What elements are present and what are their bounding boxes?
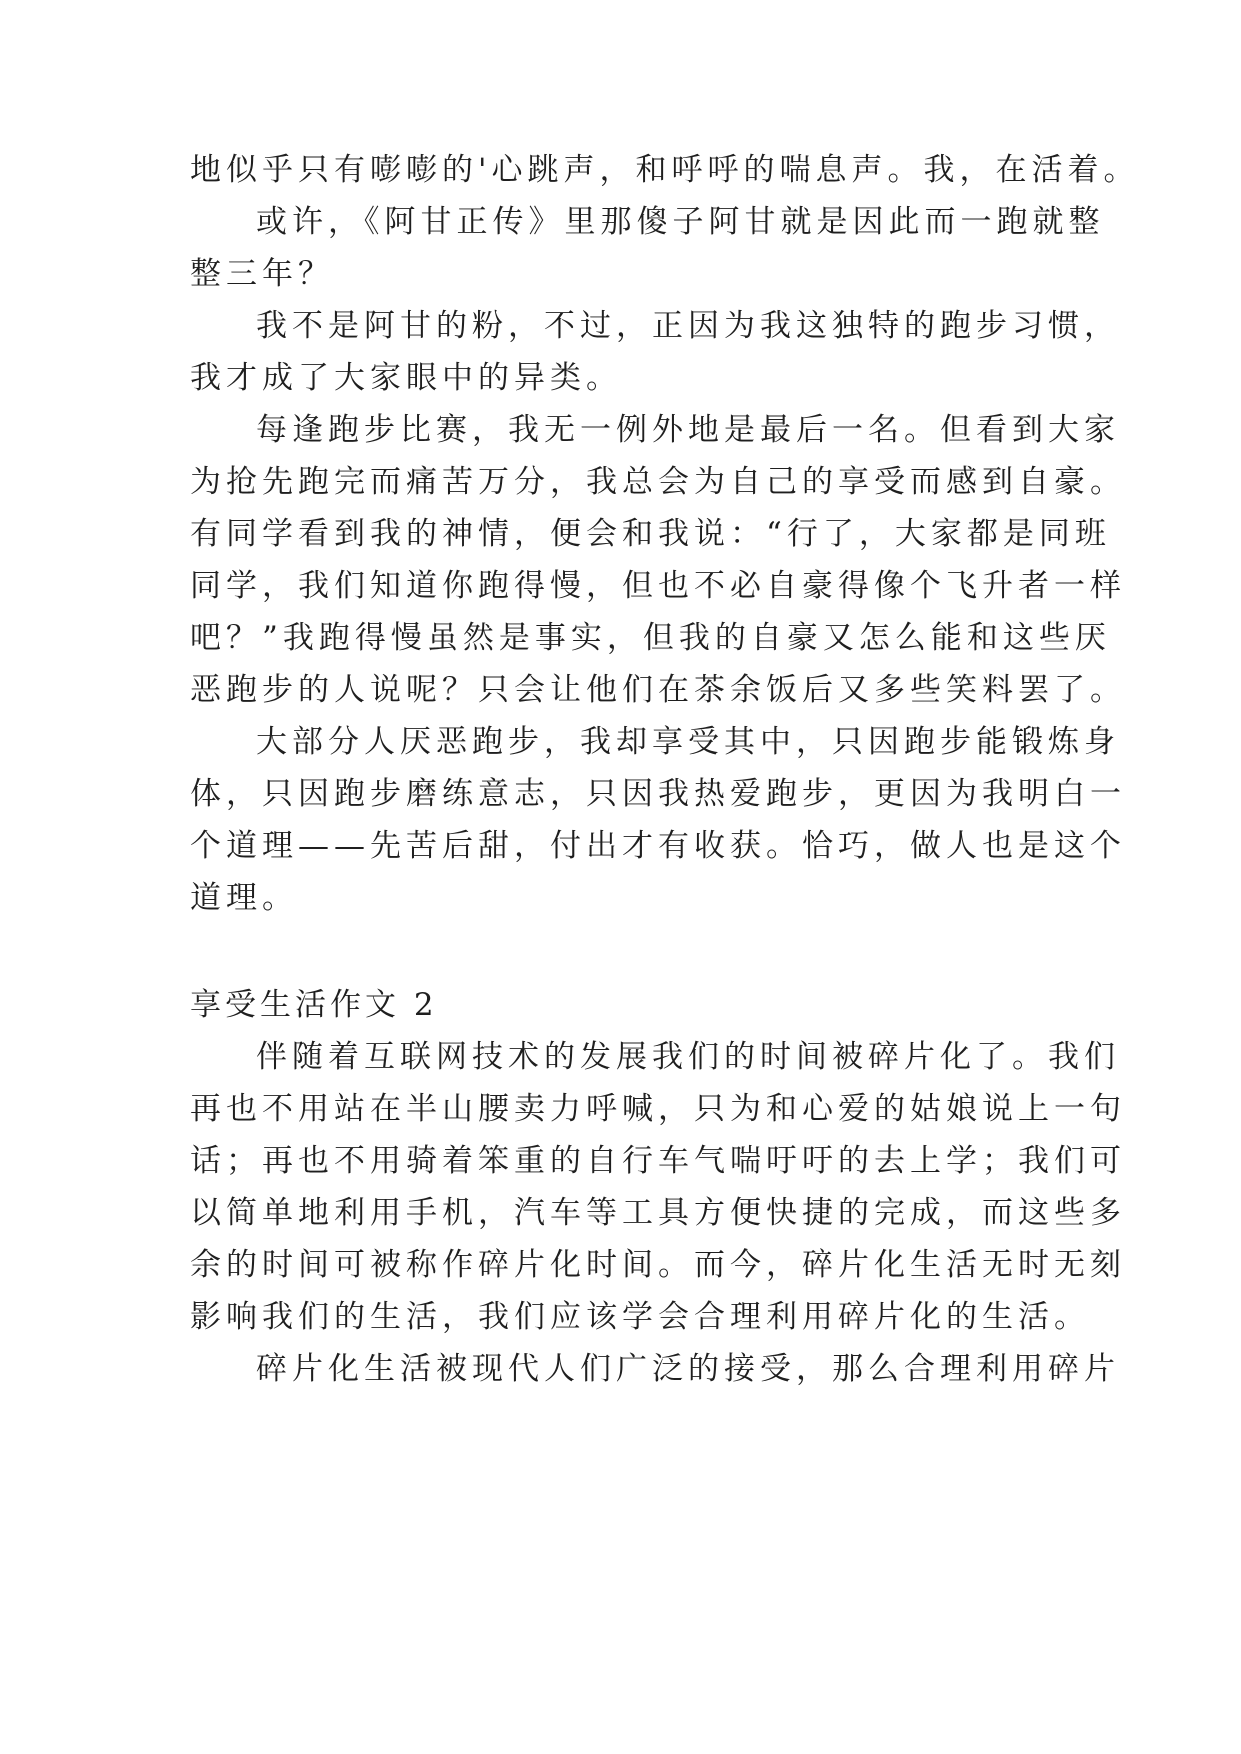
text-line: 碎片化生活被现代人们广泛的接受，那么合理利用碎片: [256, 1351, 1120, 1387]
text-line: 我才成了大家眼中的异类。: [190, 360, 622, 396]
text-line: 吧？”我跑得慢虽然是事实，但我的自豪又怎么能和这些厌: [190, 620, 1111, 656]
text-line: 伴随着互联网技术的发展我们的时间被碎片化了。我们: [256, 1039, 1120, 1075]
text-line: 道理。: [190, 880, 298, 916]
text-line: 余的时间可被称作碎片化时间。而今，碎片化生活无时无刻: [190, 1247, 1126, 1283]
text-line: 个道理——先苦后甜，付出才有收获。恰巧，做人也是这个: [190, 828, 1126, 864]
text-line: 地似乎只有嘭嘭的'心跳声，和呼呼的喘息声。我，在活着。: [190, 152, 1140, 188]
text-line: 为抢先跑完而痛苦万分，我总会为自己的享受而感到自豪。: [190, 464, 1126, 500]
text-line: 我不是阿甘的粉，不过，正因为我这独特的跑步习惯，: [256, 308, 1120, 344]
text-line: 每逢跑步比赛，我无一例外地是最后一名。但看到大家: [256, 412, 1120, 448]
text-line: 话；再也不用骑着笨重的自行车气喘吁吁的去上学；我们可: [190, 1143, 1126, 1179]
text-line: 以简单地利用手机，汽车等工具方便快捷的完成，而这些多: [190, 1195, 1126, 1231]
text-line: 有同学看到我的神情，便会和我说：“行了，大家都是同班: [190, 516, 1111, 552]
text-line: 大部分人厌恶跑步，我却享受其中，只因跑步能锻炼身: [256, 724, 1120, 760]
text-line: 影响我们的生活，我们应该学会合理利用碎片化的生活。: [190, 1299, 1090, 1335]
text-line: 或许，《阿甘正传》里那傻子阿甘就是因此而一跑就整: [256, 204, 1105, 240]
text-line: 同学，我们知道你跑得慢，但也不必自豪得像个飞升者一样: [190, 568, 1126, 604]
text-line: 体，只因跑步磨练意志，只因我热爱跑步，更因为我明白一: [190, 776, 1126, 812]
text-line: 恶跑步的人说呢？只会让他们在茶余饭后又多些笑料罢了。: [190, 672, 1126, 708]
text-line: 再也不用站在半山腰卖力呼喊，只为和心爱的姑娘说上一句: [190, 1091, 1126, 1127]
text-line: 整三年？: [190, 256, 334, 292]
section-heading: 享受生活作文 2: [190, 987, 438, 1023]
